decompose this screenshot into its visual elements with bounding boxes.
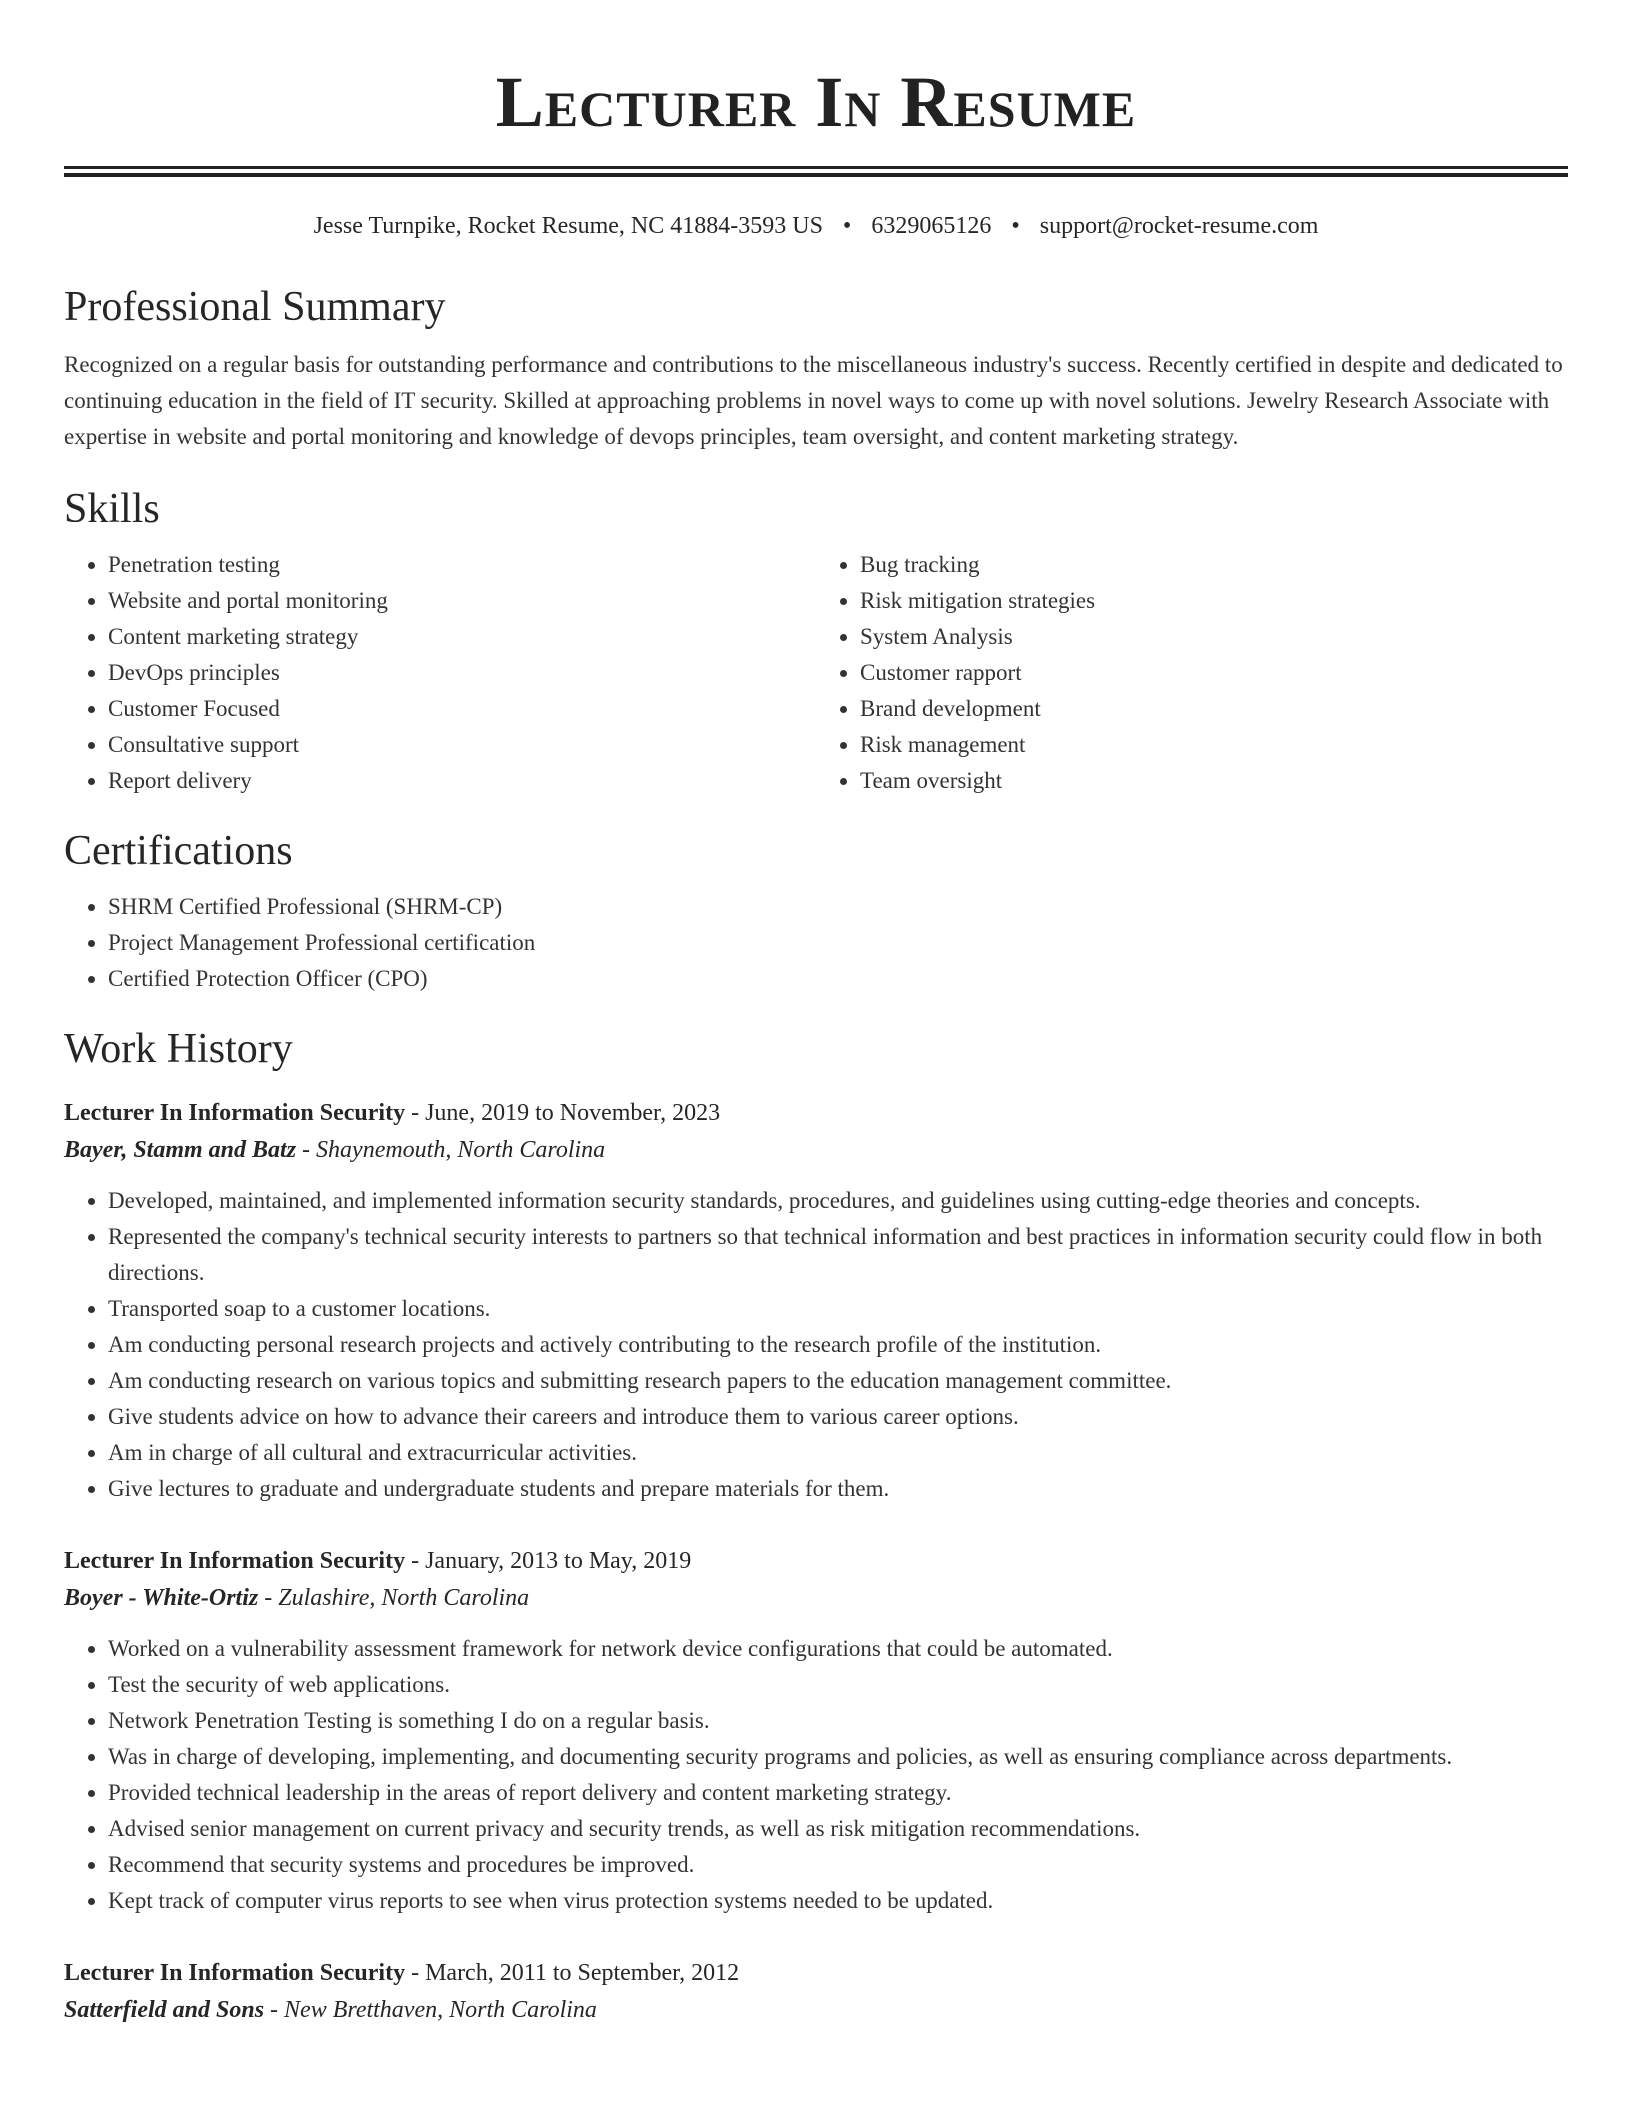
skills-left-list (64, 547, 816, 799)
contact-separator: • (842, 213, 852, 239)
skill-item: • Risk mitigation strategies (860, 583, 1568, 619)
resume-page (64, 0, 1568, 2029)
contact-line (64, 211, 1568, 241)
job-title-line (64, 1955, 1568, 1992)
skills-columns (64, 547, 1568, 799)
contact-address: Jesse Turnpike, Rocket Resume, NC 41884-3593 US (313, 213, 823, 239)
job-company-line (64, 1132, 1568, 1169)
job-duty: • Provided technical leadership in the areas of report delivery and content marketing strategy. (108, 1775, 1568, 1811)
job-duty: • Represented the company's technical security interests to partners so that technical information and best practices in information security could flow in both directions. (108, 1219, 1568, 1291)
job-entry (64, 1095, 1568, 1507)
skill-item: • Consultative support (108, 727, 816, 763)
job-duty: • Am conducting personal research projects and actively contributing to the research profile of the institution. (108, 1327, 1568, 1363)
summary-heading: Professional Summary (64, 284, 446, 330)
skill-item: • Bug tracking (860, 547, 1568, 583)
job-duty: • Am in charge of all cultural and extracurricular activities. (108, 1435, 1568, 1471)
certification-item: • SHRM Certified Professional (SHRM-CP) (108, 889, 1568, 925)
skill-item: • Brand development (860, 691, 1568, 727)
job-duty: • Developed, maintained, and implemented information security standards, procedures, and guidelines using cutting-edge theories and concepts. (108, 1183, 1568, 1219)
skill-item: • Website and portal monitoring (108, 583, 816, 619)
contact-phone: 6329065126 (871, 213, 992, 239)
job-duty: • Worked on a vulnerability assessment framework for network device configurations that could be automated. (108, 1631, 1568, 1667)
skill-item: • Team oversight (860, 763, 1568, 799)
certifications-heading: Certifications (64, 828, 293, 874)
skill-item: • System Analysis (860, 619, 1568, 655)
job-duties-list (64, 1183, 1568, 1507)
job-duty: • Am conducting research on various topics and submitting research papers to the education management committee. (108, 1363, 1568, 1399)
job-dates: - June, 2019 to November, 2023 (405, 1100, 721, 1126)
job-duty: • Network Penetration Testing is something I do on a regular basis. (108, 1703, 1568, 1739)
job-duty: • Transported soap to a customer locations. (108, 1291, 1568, 1327)
job-title-line (64, 1543, 1568, 1580)
job-location: - Shaynemouth, North Carolina (296, 1137, 606, 1163)
skill-item: • Penetration testing (108, 547, 816, 583)
contact-email: support@rocket-resume.com (1039, 213, 1319, 239)
job-duties-list (64, 1631, 1568, 1919)
job-dates: - January, 2013 to May, 2019 (405, 1548, 692, 1574)
skill-item: • Report delivery (108, 763, 816, 799)
job-company: Boyer - White-Ortiz (64, 1585, 259, 1611)
certification-item: • Project Management Professional certification (108, 925, 1568, 961)
job-entry (64, 1543, 1568, 1919)
job-company-line (64, 1580, 1568, 1617)
work-history-heading: Work History (64, 1026, 293, 1072)
certification-item: • Certified Protection Officer (CPO) (108, 961, 1568, 997)
job-duty: • Recommend that security systems and procedures be improved. (108, 1847, 1568, 1883)
skills-heading: Skills (64, 486, 160, 532)
job-duty: • Give lectures to graduate and undergraduate students and prepare materials for them. (108, 1471, 1568, 1507)
job-role: Lecturer In Information Security (64, 1100, 406, 1126)
job-role: Lecturer In Information Security (64, 1548, 406, 1574)
job-duty: • Kept track of computer virus reports to see when virus protection systems needed to be updated. (108, 1883, 1568, 1919)
job-location: - New Bretthaven, North Carolina (264, 1997, 597, 2023)
skill-item: • Content marketing strategy (108, 619, 816, 655)
job-role: Lecturer In Information Security (64, 1960, 406, 1986)
skills-right-list (816, 547, 1568, 799)
job-entry (64, 1955, 1568, 2029)
skill-item: • DevOps principles (108, 655, 816, 691)
job-company: Satterfield and Sons (64, 1997, 265, 2023)
contact-separator: • (1011, 213, 1020, 239)
skill-item: • Risk management (860, 727, 1568, 763)
summary-text: Recognized on a regular basis for outstanding performance and contributions to the miscellaneous industry's success. Recently certified in despite and dedicated to continuing education in the field of IT security. Skilled at approaching problems in novel ways to come up with novel solutions. Jewelry Research Associate with expertise in website and portal monitoring and knowledge of devops principles, team oversight, and content marketing strategy. (64, 352, 1563, 449)
job-company: Bayer, Stamm and Batz (64, 1137, 297, 1163)
title-divider (64, 166, 1568, 177)
job-duty: • Give students advice on how to advance their careers and introduce them to various career options. (108, 1399, 1568, 1435)
job-duty: • Advised senior management on current privacy and security trends, as well as risk mitigation recommendations. (108, 1811, 1568, 1847)
job-duty: • Was in charge of developing, implementing, and documenting security programs and policies, as well as ensuring compliance across departments. (108, 1739, 1568, 1775)
job-company-line (64, 1992, 1568, 2029)
job-dates: - March, 2011 to September, 2012 (405, 1960, 740, 1986)
job-duty: • Test the security of web applications. (108, 1667, 1568, 1703)
skill-item: • Customer rapport (860, 655, 1568, 691)
resume-title: Lecturer In Resume (495, 62, 1137, 142)
job-title-line (64, 1095, 1568, 1132)
job-location: - Zulashire, North Carolina (258, 1585, 530, 1611)
skill-item: • Customer Focused (108, 691, 816, 727)
certifications-list (64, 889, 1568, 997)
